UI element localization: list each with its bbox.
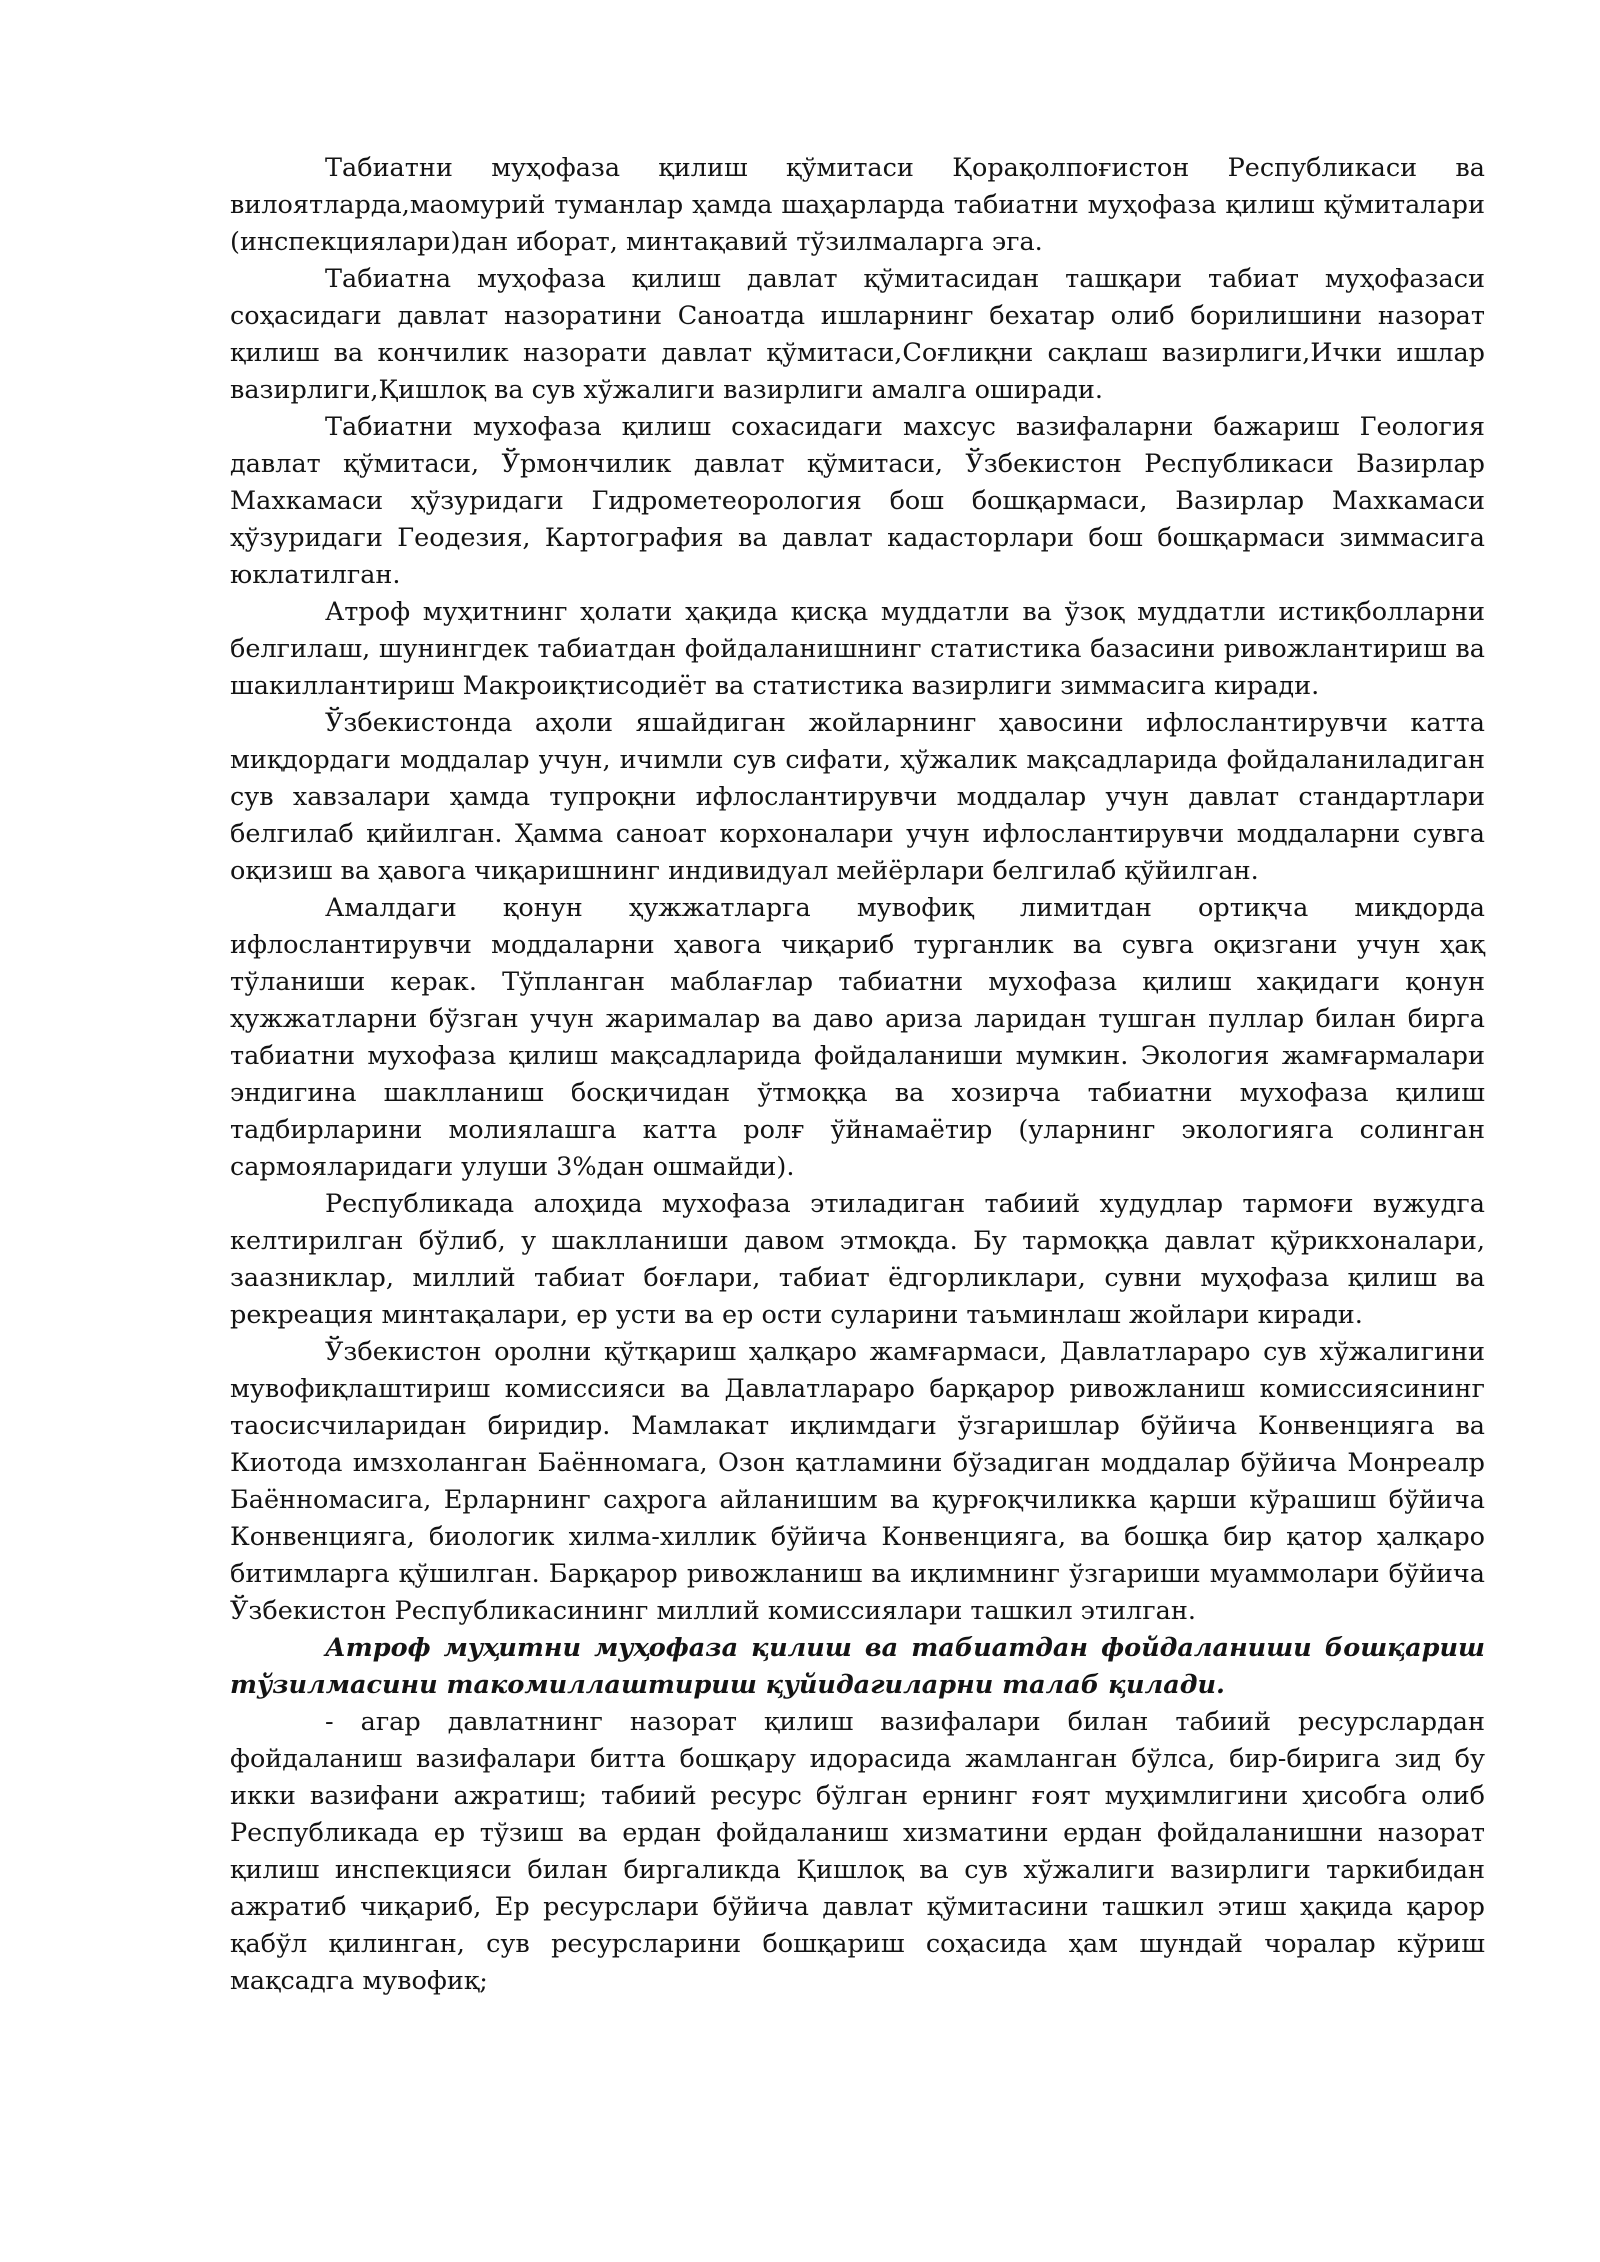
- paragraph-standards: Ўзбекистонда аҳоли яшайдиган жойларнинг ҳавосини ифлослантирувчи катта миқдордаги моддалар учун, ичимли сув сифати, ҳўжалик мақсадларида фойдаланиладиган сув хавзалари ҳамда тупроқни ифлослантирувчи моддалар учун давлат стандартлари белгилаб қийилган. Ҳамма саноат корхоналари учун ифлослантирувчи моддаларни сувга оқизиш ва ҳавога чиқаришнинг индивидуал мейёрлари белгилаб қўйилган.: [230, 708, 1485, 886]
- paragraph-payments: Амалдаги қонун ҳужжатларга мувофиқ лимитдан ортиқча миқдорда ифлослантирувчи моддаларни ҳавога чиқариб турганлик ва сувга оқизгани учун ҳақ тўланиши керак. Тўпланган маблағлар табиатни мухофаза қилиш хақидаги қонун ҳужжатларни бўзган учун жарималар ва даво ариза ларидан тушган пуллар билан бирга табиатни мухофаза қилиш мақсадларида фойдаланиши мумкин. Экология жамғармалари эндигина шаклланиш босқичидан ўтмоққа ва хозирча табиатни мухофаза қилиш тадбирларини молиялашга катта ролғ ўйнамаётир (уларнинг экологияга солинган сармояларидаги улуши 3%дан ошмайди).: [230, 893, 1485, 1182]
- paragraph-protected-areas: Республикада алоҳида мухофаза этиладиган табиий худудлар тармоғи вужудга келтирилган бўлиб, у шаклланиши давом этмоқда. Бу тармоққа давлат қўрикхоналари, заазниклар, миллий табиат боғлари, табиат ёдгорликлари, сувни муҳофаза қилиш ва рекреация минтақалари, ер усти ва ер ости суларини таъминлаш жойлари киради.: [230, 1189, 1485, 1330]
- paragraph-international: Ўзбекистон оролни қўтқариш ҳалқаро жамғармаси, Давлатлараро сув хўжалигини мувофиқлаштириш комиссияси ва Давлатлараро барқарор ривожланиш комиссиясининг таосисчиларидан биридир. Мамлакат иқлимдаги ўзгаришлар бўйича Конвенцияга ва Киотода имзхоланган Баённомага, Озон қатламини бўзадиган моддалар бўйича Монреалр Баённомасига, Ерларнинг саҳрога айланишим ва қурғоқчиликка қарши кўрашиш бўйича Конвенцияга, биологик хилма-хиллик бўйича Конвенцияга, ва бошқа бир қатор ҳалқаро битимларга қўшилган. Барқарор ривожланиш ва иқлимнинг ўзгариши муаммолари бўйича Ўзбекистон Республикасининг миллий комиссиялари ташкил этилган.: [230, 1337, 1485, 1626]
- paragraph-forecasting: Атроф муҳитнинг ҳолати ҳақида қисқа муддатли ва ўзоқ муддатли истиқболларни белгилаш, шунингдек табиатдан фойдаланишнинг статистика базасини ривожлантириш ва шакиллантириш Макроиқтисодиёт ва статистика вазирлиги зиммасига киради.: [230, 597, 1485, 701]
- document-body: [230, 150, 1485, 2000]
- paragraph-committee-structure: Табиатни муҳофаза қилиш қўмитаси Қорақолпоғистон Республикаси ва вилоятларда,маомурий туманлар ҳамда шаҳарларда табиатни муҳофаза қилиш қўмиталари (инспекциялари)дан иборат, минтақавий тўзилмаларга эга.: [230, 153, 1485, 257]
- paragraph-state-control: Табиатна муҳофаза қилиш давлат қўмитасидан ташқари табиат муҳофазаси соҳасидаги давлат назоратини Саноатда ишларнинг бехатар олиб борилишини назорат қилиш ва кончилик назорати давлат қўмитаси,Соғлиқни сақлаш вазирлиги,Ички ишлар вазирлиги,Қишлоқ ва сув хўжалиги вазирлиги амалга оширади.: [230, 264, 1485, 405]
- paragraph-special-tasks: Табиатни мухофаза қилиш сохасидаги махсус вазифаларни бажариш Геология давлат қўмитаси, Ўрмончилик давлат қўмитаси, Ўзбекистон Республикаси Вазирлар Махкамаси ҳўзуридаги Гидрометеорология бош бошқармаси, Вазирлар Махкамаси ҳўзуридаги Геодезия, Картография ва давлат кадасторлари бош бошқармаси зиммасига юклатилган.: [230, 412, 1485, 590]
- paragraph-list-item: - агар давлатнинг назорат қилиш вазифалари билан табиий ресурслардан фойдаланиш вазифалари битта бошқару идорасида жамланган бўлса, бир-бирига зид бу икки вазифани ажратиш; табиий ресурс бўлган ернинг ғоят муҳимлигини ҳисобга олиб Республикада ер тўзиш ва ердан фойдаланиш хизматини ердан фойдаланишни назорат қилиш инспекцияси билан биргаликда Қишлоқ ва сув хўжалиги вазирлиги таркибидан ажратиб чиқариб, Ер ресурслари бўйича давлат қўмитасини ташкил этиш ҳақида қарор қабўл қилинган, сув ресурсларини бошқариш соҳасида ҳам шундай чоралар кўриш мақсадга мувофиқ;: [230, 1707, 1485, 1996]
- paragraph-emphasis-heading: Атроф муҳитни муҳофаза қилиш ва табиатдан фойдаланиши бошқариш тўзилмасини такомиллаштириш қуйидагиларни талаб қилади.: [230, 1633, 1485, 1700]
